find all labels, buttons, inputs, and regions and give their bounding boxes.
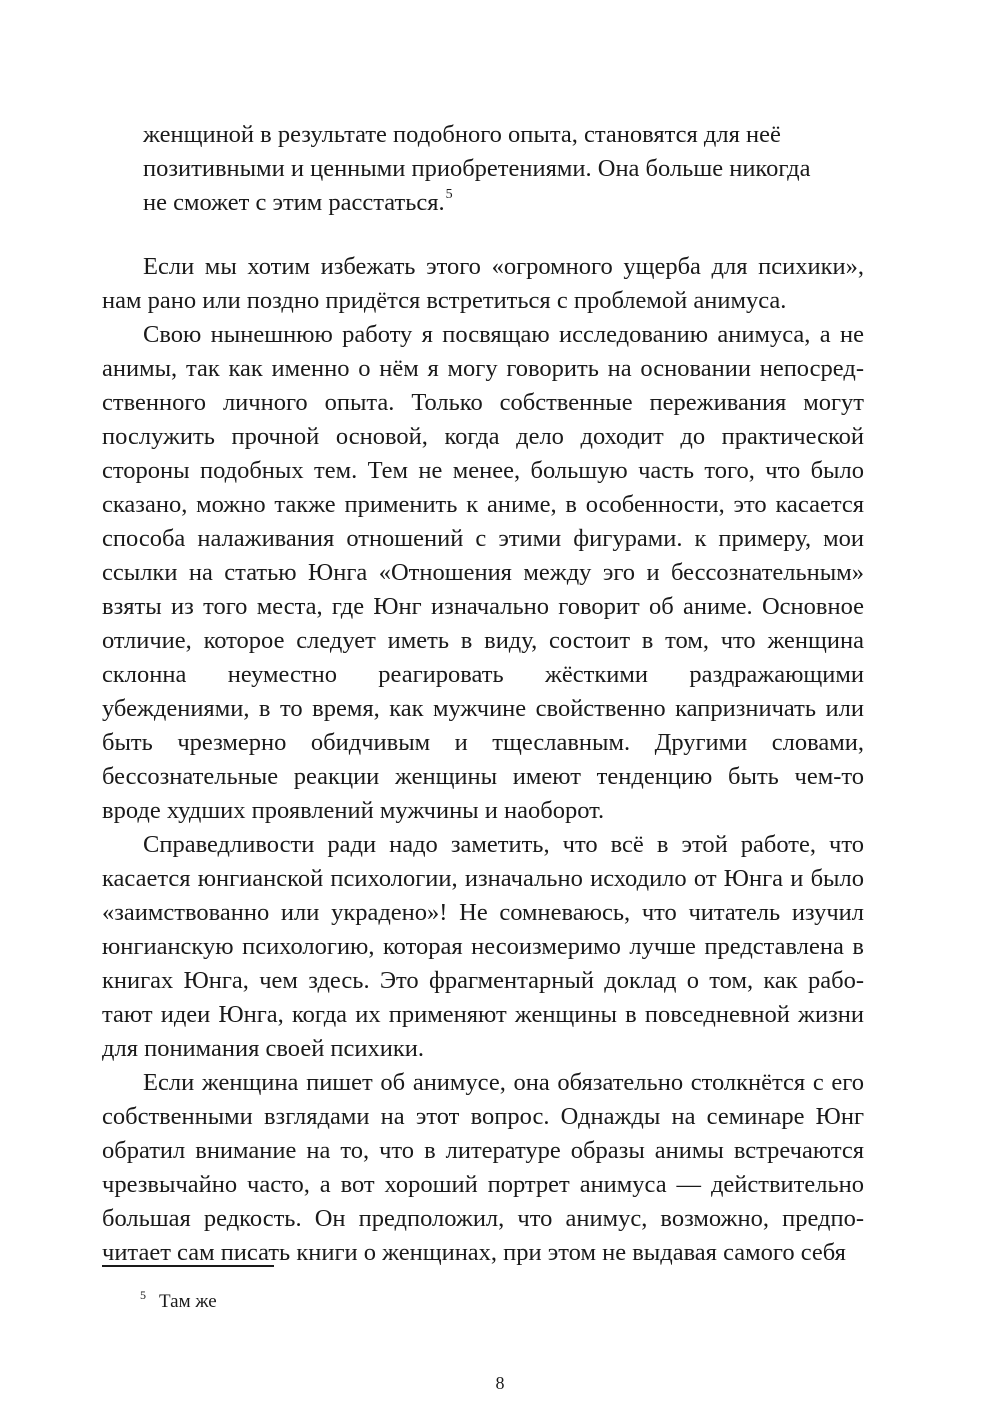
quote-line: позитивными и ценными приобретениями. Она больше никогда — [143, 155, 811, 182]
quote-line-text: не сможет с этим расстаться. — [143, 189, 445, 216]
footnote-text: Там же — [159, 1291, 217, 1312]
quote-line: женщиной в результате подобного опыта, становятся для неё — [143, 121, 781, 148]
footnote — [140, 1290, 217, 1315]
block-quote — [143, 118, 863, 220]
paragraph: Справедливости ради надо заметить, что всё в этой работе, что касается юнгианской психологии, изначально исходило от Юнга и было «заимствованно или украдено»! Не сомневаюсь, что читатель изучил юнгианскую психологию, которая несоизмеримо лучше представлена в книгах Юнга, чем здесь. Это фрагментарный доклад о том, как работают идеи Юнга, когда их применяют женщины в повседневной жизни для понимания своей психики. — [102, 831, 864, 1062]
footnote-number: 5 — [140, 1288, 146, 1302]
quote-line — [143, 186, 863, 220]
body-text — [102, 250, 864, 1270]
paragraph: Свою нынешнюю работу я посвящаю исследованию анимуса, а не анимы, так как именно о нём я могу говорить на основании непосредственного личного опыта. Только собственные переживания могут послужить прочной основой, когда дело доходит до практической стороны подобных тем. Тем не менее, большую часть того, что было сказано, можно также применить к аниме, в особенности, это касается способа налаживания отношений с этими фигурами. к примеру, мои ссылки на статью Юнга «Отношения между эго и бессознательным» взяты из того места, где Юнг изначально говорит об аниме. Основное отличие, которое следует иметь в виду, состоит в том, что женщина склонна неуместно реагировать жёсткими раздражающими убеждениями, в то время, как мужчине свойственно капризничать или быть чрезмерно обидчивым и тщеславным. Другими словами, бессознательные реакции женщины имеют тенденцию быть чем-то вроде худших проявлений мужчины и наоборот. — [102, 321, 864, 824]
footnote-reference: 5 — [445, 186, 453, 202]
page-number: 8 — [495, 1373, 505, 1393]
paragraph: Если женщина пишет об анимусе, она обязательно столкнётся с его собственными взглядами на этот вопрос. Однажды на семинаре Юнг обратил внимание на то, что в литературе образы анимы встречаются чрезвычайно часто, а вот хороший портрет анимуса — действительно большая редкость. Он предположил, что анимус, возможно, предпочитает сам писать книги о женщинах, при этом не выдавая самого себя — [102, 1069, 864, 1266]
footnote-divider — [102, 1265, 274, 1267]
paragraph: Если мы хотим избежать этого «огромного ущерба для психики», нам рано или поздно придётся встретиться с проблемой анимуса. — [102, 253, 864, 314]
